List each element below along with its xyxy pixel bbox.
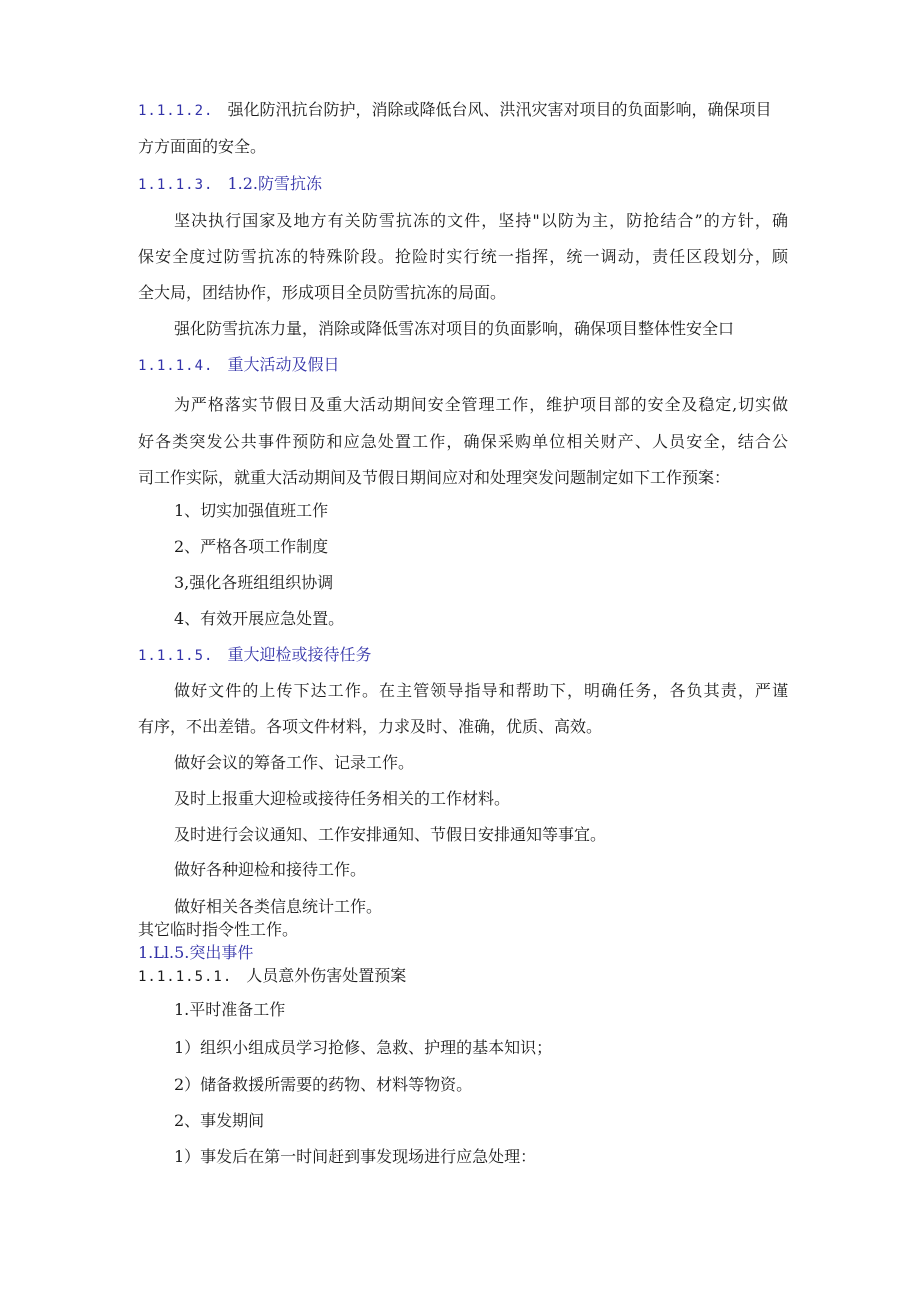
paragraph-line: 坚决执行国家及地方有关防雪抗冻的文件，坚持"以防为主，防抢结合”的方针，确 [174,211,788,230]
heading-text: 人员意外伤害处置预案 [246,966,407,985]
list-item: 2）储备救援所需要的药物、材料等物资。 [174,1075,473,1094]
paragraph-line: 司工作实际，就重大活动期间及节假日期间应对和处理突发问题制定如下工作预案： [138,468,731,487]
heading-text: 重大迎检或接待任务 [227,645,372,664]
list-item: 及时进行会议通知、工作安排通知、节假日安排通知等事宜。 [174,825,607,844]
list-item: 2、严格各项工作制度 [174,537,329,556]
list-item: 1）事发后在第一时间赶到事发现场进行应急处理： [174,1147,537,1166]
list-item: 及时上报重大迎检或接待任务相关的工作材料。 [174,789,511,808]
heading-1112 [138,100,771,121]
paragraph-line: 做好文件的上传下达工作。在主管领导指导和帮助下，明确任务，各负其责，严谨 [174,681,788,700]
heading-11l15 [138,943,253,963]
paragraph-line: 为严格落实节假日及重大活动期间安全管理工作，维护项目部的安全及稳定,切实做 [174,395,788,414]
paragraph-line: 有序，不出差错。各项文件材料，力求及时、准确，优质、高效。 [138,717,603,736]
section-number: 1.1.1.3. [138,177,214,193]
heading-1114 [138,355,339,376]
list-item: 1、切实加强值班工作 [174,501,329,520]
heading-1113 [138,174,322,195]
paragraph-line: 全大局，团结协作，形成项目全员防雪抗冻的局面。 [138,283,507,302]
list-item: 1.平时准备工作 [174,1000,286,1019]
list-item: 4、有效开展应急处置。 [174,609,345,628]
list-item: 1）组织小组成员学习抢修、急救、护理的基本知识； [174,1038,553,1057]
section-number: 1.1.1.5.1. [138,969,233,985]
heading-text: 1.2.防雪抗冻 [227,174,322,193]
heading-text: 强化防汛抗台防护，消除或降低台风、洪汛灾害对项目的负面影响，确保项目 [227,100,772,119]
section-number: 1.1.1.4. [138,358,214,374]
paragraph-line: 好各类突发公共事件预防和应急处置工作，确保采购单位相关财产、人员安全，结合公 [138,432,788,451]
section-number: 1.1.1.2. [138,103,214,119]
list-item: 3,强化各班组组织协调 [174,573,334,592]
list-item: 做好相关各类信息统计工作。 [174,897,383,916]
list-item: 2、事发期间 [174,1111,265,1130]
heading-1115 [138,645,371,666]
list-item: 做好各种迎检和接待工作。 [174,860,367,879]
heading-11151 [138,966,406,987]
paragraph-line: 强化防雪抗冻力量，消除或降低雪冻对项目的负面影响，确保项目整体性安全口 [174,319,735,338]
heading-text: 重大活动及假日 [227,355,340,374]
section-number: 1.1.1.5. [138,648,214,664]
paragraph-line: 保安全度过防雪抗冻的特殊阶段。抢险时实行统一指挥，统一调动，责任区段划分，顾 [138,247,788,266]
paragraph-line: 方方面面的安全。 [138,137,267,156]
paragraph-line: 其它临时指令性工作。 [138,920,299,939]
list-item: 做好会议的筹备工作、记录工作。 [174,753,415,772]
heading-text: 1.Ll.5.突出事件 [138,943,254,962]
